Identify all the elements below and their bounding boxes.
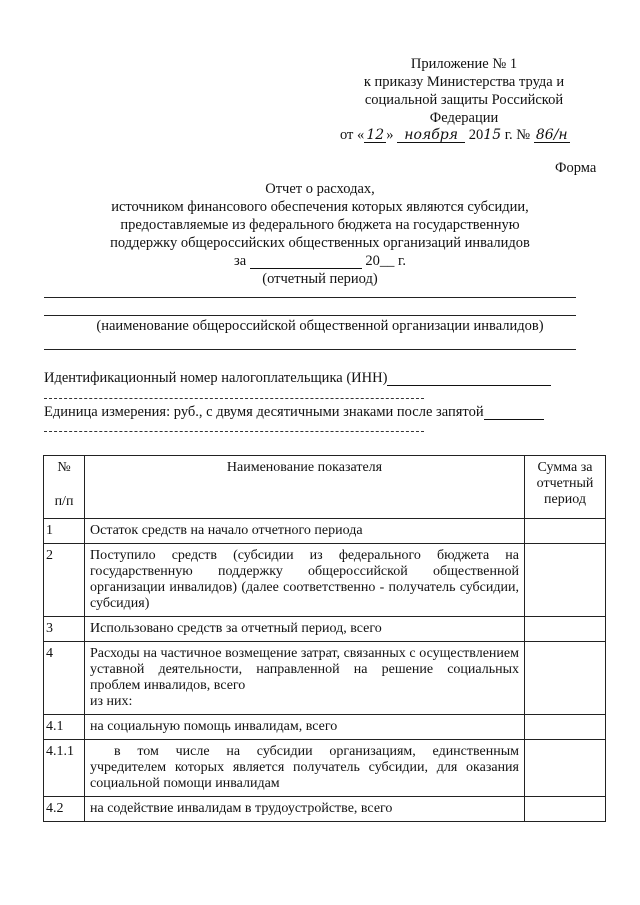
row-num: 4.2	[44, 797, 85, 822]
table-row	[44, 740, 606, 797]
row-sum-cell[interactable]	[525, 544, 606, 617]
org-name-line-2[interactable]	[44, 315, 576, 316]
period-line	[60, 252, 580, 270]
header-num-bottom: п/п	[54, 494, 74, 509]
row-name: Остаток средств на начало отчетного периода	[85, 519, 525, 544]
unit-dashed-line	[44, 431, 424, 432]
row-num: 4.1	[44, 715, 85, 740]
order-prefix: от «	[340, 127, 365, 143]
title-line: поддержку общероссийских общественных организаций инвалидов	[110, 235, 530, 251]
header-num-top: №	[57, 460, 71, 475]
order-number-prefix: г. №	[504, 127, 531, 143]
row-sum-cell[interactable]	[525, 797, 606, 822]
row-name: в том числе на субсидии организациям, единственным учредителем которых является получатель субсидии, для оказания социальной помощи инвалидам	[85, 740, 525, 797]
row-name-text: Расходы на частичное возмещение затрат, связанных с осуществлением уставной деятельности, направленной на решение социальных проблем инвалидов, всего	[90, 646, 519, 693]
order-year-suffix: 15	[483, 127, 502, 143]
period-blank[interactable]	[250, 254, 362, 269]
row-name	[85, 642, 525, 715]
table-header-row	[44, 456, 606, 519]
appendix-line: социальной защиты Российской	[364, 92, 564, 108]
order-day: 12	[364, 128, 386, 143]
order-reference	[340, 127, 620, 144]
table-row	[44, 797, 606, 822]
row-num: 2	[44, 544, 85, 617]
row-num: 3	[44, 617, 85, 642]
appendix-line: Приложение № 1	[410, 56, 518, 72]
table-row	[44, 642, 606, 715]
unit-label: Единица измерения: руб., с двумя десятичными знаками после запятой	[44, 404, 484, 420]
row-num: 4	[44, 642, 85, 715]
period-caption: (отчетный период)	[262, 271, 378, 287]
header-sum: Сумма за отчетный период	[525, 456, 606, 519]
row-sum-cell[interactable]	[525, 642, 606, 715]
appendix-line: Федерации	[429, 110, 499, 126]
table-row	[44, 519, 606, 544]
row-sum-cell[interactable]	[525, 519, 606, 544]
order-month: ноября	[397, 128, 465, 143]
period-prefix: за	[234, 253, 247, 269]
appendix-block	[340, 55, 588, 127]
row-num: 1	[44, 519, 85, 544]
title-line: источником финансового обеспечения которых являются субсидии,	[111, 199, 529, 215]
row-sum-cell[interactable]	[525, 715, 606, 740]
title-line: Отчет о расходах,	[265, 181, 375, 197]
table-row	[44, 544, 606, 617]
period-year: 20__ г.	[365, 253, 406, 269]
header-name: Наименование показателя	[85, 456, 525, 519]
unit-field	[44, 404, 544, 421]
report-table	[43, 455, 606, 822]
inn-dashed-line	[44, 398, 424, 399]
row-num: 4.1.1	[44, 740, 85, 797]
org-name-line-1[interactable]	[44, 297, 576, 298]
title-line: предоставляемые из федерального бюджета на государственную	[120, 217, 520, 233]
inn-label: Идентификационный номер налогоплательщика (ИНН)	[44, 370, 388, 386]
row-name: на содействие инвалидам в трудоустройстве, всего	[85, 797, 525, 822]
order-number: 86/н	[534, 128, 570, 143]
org-name-caption: (наименование общероссийской общественной организации инвалидов)	[96, 318, 544, 334]
row-name: Использовано средств за отчетный период, всего	[85, 617, 525, 642]
row-name-sub: из них:	[90, 694, 133, 709]
order-year-prefix: 20	[468, 127, 484, 143]
order-mid: »	[386, 127, 394, 143]
inn-field	[44, 370, 551, 387]
table-row	[44, 715, 606, 740]
row-name: Поступило средств (субсидии из федерального бюджета на государственную поддержку общероссийской общественной организации инвалидов) (далее соответственно - получатель субсидии, субсидия)	[85, 544, 525, 617]
appendix-line: к приказу Министерства труда и	[363, 74, 565, 90]
unit-blank[interactable]	[484, 405, 544, 420]
row-name: на социальную помощь инвалидам, всего	[85, 715, 525, 740]
org-name-line-3[interactable]	[44, 349, 576, 350]
table-row	[44, 617, 606, 642]
inn-blank[interactable]	[387, 371, 551, 386]
report-title	[60, 180, 580, 288]
row-sum-cell[interactable]	[525, 740, 606, 797]
form-label: Форма	[555, 160, 597, 176]
row-sum-cell[interactable]	[525, 617, 606, 642]
header-num	[44, 456, 85, 519]
